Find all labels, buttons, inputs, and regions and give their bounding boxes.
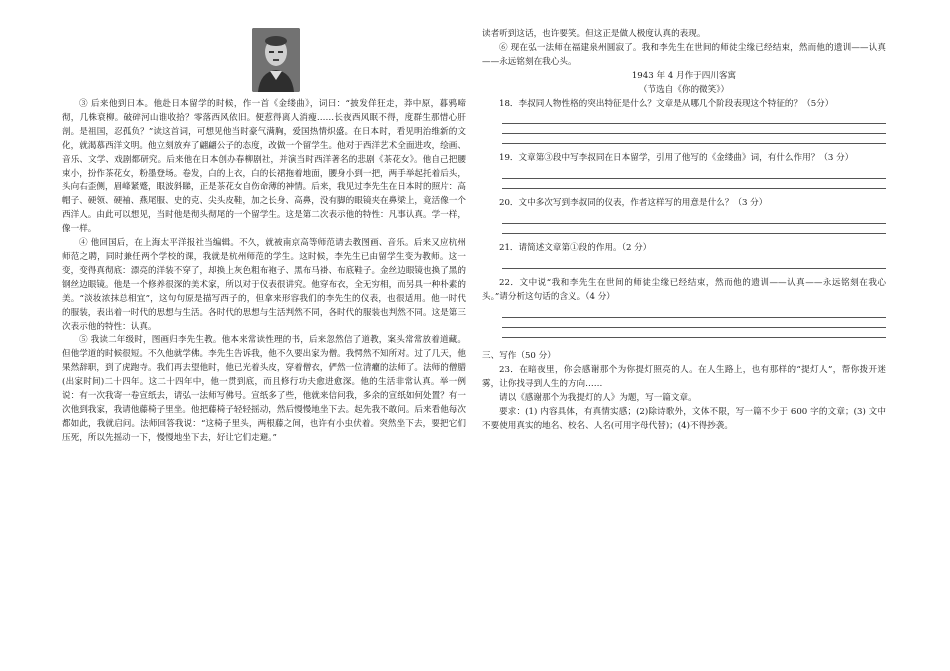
paragraph-6: ⑥ 现在弘一法师在福建泉州圆寂了。我和李先生在世间的师徒尘缘已经结束，然而他的遗训——认真——永远铭刻在我心头。 (482, 42, 886, 67)
paragraph-5-continued: 读者听到这话，也许要笑。但这正是做人极度认真的表现。 (482, 29, 706, 39)
answer-line (502, 134, 886, 144)
writing-requirements: 要求：(1) 内容具体，有真情实感；(2)除诗歌外，文体不限，写一篇不少于 600 字的文章；(3) 文中不要使用真实的地名、校名、人名(可用字母代替)；(4)不得抄袭。 (482, 406, 886, 431)
answer-line (502, 114, 886, 124)
writing-heading: 三、写作（50 分） (482, 350, 556, 361)
paragraph-3: ③ 后来他到日本。他赴日本留学的时候，作一首《金缕曲》，词曰：“披发佯狂走，莽中原，暮鸦啼彻，几株衰柳。破碎河山谁收拾？零落西风依旧。便惹得离人消瘦……长夜西风眠不得，度群生那惜心肝剖。是祖国，忍孤负？”读这首词，可想见他当时豪气满胸，爱国热情炽盛。在日本时，看见明治维新的文化，就渴慕西洋文明。他立刻放弃了翩翩公子的态度，改做一个留学生。他对于西洋艺术全面进攻，绘画、音乐、文学、戏剧都研究。后来他在日本创办春柳剧社，并演当时西洋著名的悲剧《茶花女》。他自己把腰束小，扮作茶花女，粉墨登场。卷发，白的上衣，白的长裙拖着地面，腰身小到一把，两手举起托着后头，头向右歪侧，眉峰紧蹙，眼波斜睇，正是茶花女自伤命薄的神情。后来，我见过李先生在日本时的照片：高帽子、硬领、硬袖、燕尾服、史的克、尖头皮鞋，加之长身、高鼻，没有脚的眼镜夹在鼻梁上，竟活像一个西洋人。由此可以想见，当时他是彻头彻尾的一个留学生。这是第二次表示他的特性：凡事认真。学一样，像一样。 (62, 99, 466, 235)
writing-prompt: 23．在暗夜里，你会感谢那个为你提灯照亮的人。在人生路上，也有那样的“提灯人”，帮你拨开迷雾，让你找寻到人生的方向…… (482, 364, 886, 389)
question-22: 22．文中说“我和李先生在世间的师徒尘缘已经结束，然而他的遗训——认真——永远铭刻在我心头。”请分析这句话的含义。（4 分） (482, 278, 886, 303)
paragraph-4: ④ 他回国后，在上海太平洋报社当编辑。不久，就被南京高等师范请去教图画、音乐。后来又应杭州师范之聘，同时兼任两个学校的课，我就是杭州师范的学生。这时候，李先生已由留学生变为教师。这一变，变得真彻底：漂亮的洋装不穿了，却换上灰色粗布袍子、黑布马褂、布底鞋子。金丝边眼镜也换了黑的钢丝边眼镜。他是一个修养很深的美术家，所以对于仪表很讲究。他穿布衣，全无穷相，而另具一种朴素的美。“淡妆浓抹总相宜”，这句句原是描写西子的，但拿来形容我们的李先生的仪表，也很适用。他一时代的服装，表出着一时代的思想与生活。各时代的思想与生活判然不同，各时代的服装也判然不同。这是第三次表示他的特性：认真。 (62, 238, 466, 332)
answer-lines-18 (482, 114, 886, 144)
answer-lines-21 (482, 259, 886, 269)
answer-lines-20 (482, 214, 886, 234)
answer-lines-19 (482, 169, 886, 189)
question-19: 19．文章第③段中写李叔同在日本留学，引用了他写的《金缕曲》词，有什么作用？（3 分） (499, 153, 854, 164)
answer-line (502, 124, 886, 134)
answer-line (502, 259, 886, 269)
paragraph-5: ⑤ 我读二年级时，图画归李先生教。他本来常读性理的书，后来忽然信了道教，案头常常放着道藏。但他学道的时候很短。不久他就学佛。李先生告诉我，他不久要出家为僧。我愕然不知所对。过了几天，他果然辞职，到了虎跑寺。我们再去望他时，他已光着头皮，穿着僧衣，俨然一位清癯的法师了。法师的僧腊(出家时间)二十四年。这二十四年中，他一贯到底，而且修行功夫愈进愈深。他的生活非常认真。举一例说：有一次我寄一卷宣纸去，请弘一法师写佛号。宣纸多了些，他就来信问我，多余的宣纸如何处置？有一次他到我家，我请他藤椅子里坐。他把藤椅子轻轻摇动，然后慢慢地坐下去。起先我不敢问。后来看他每次都如此，我就启问。法师回答我说：“这椅子里头，两根藤之间，也许有小虫伏着。突然坐下去，要把它们压死，所以先摇动一下，慢慢地坐下去，好让它们走避。” (62, 335, 466, 443)
right-column (482, 28, 886, 433)
portrait-photo-icon (252, 28, 300, 92)
answer-line (502, 308, 886, 318)
left-column (62, 28, 466, 446)
writing-instruction: 请以《感谢那个为我提灯的人》为题，写一篇文章。 (499, 392, 697, 403)
question-18: 18．李叔同人物性格的突出特征是什么？文章是从哪几个阶段表现这个特征的？（5分） (499, 98, 834, 109)
answer-line (502, 179, 886, 189)
question-20: 20．文中多次写到李叔同的仪表，作者这样写的用意是什么？（3 分） (499, 198, 768, 209)
answer-line (502, 169, 886, 179)
question-21: 21．请简述文章第①段的作用。（2 分） (499, 243, 652, 254)
portrait-photo-graphic (252, 28, 300, 92)
answer-line (502, 318, 886, 328)
answer-line (502, 214, 886, 224)
answer-line (502, 328, 886, 338)
answer-line (502, 224, 886, 234)
date-line: 1943 年 4 月作于四川客寓 (631, 70, 737, 81)
source-line: （节选自《你的微笑》） (638, 84, 730, 95)
answer-lines-22 (482, 308, 886, 338)
